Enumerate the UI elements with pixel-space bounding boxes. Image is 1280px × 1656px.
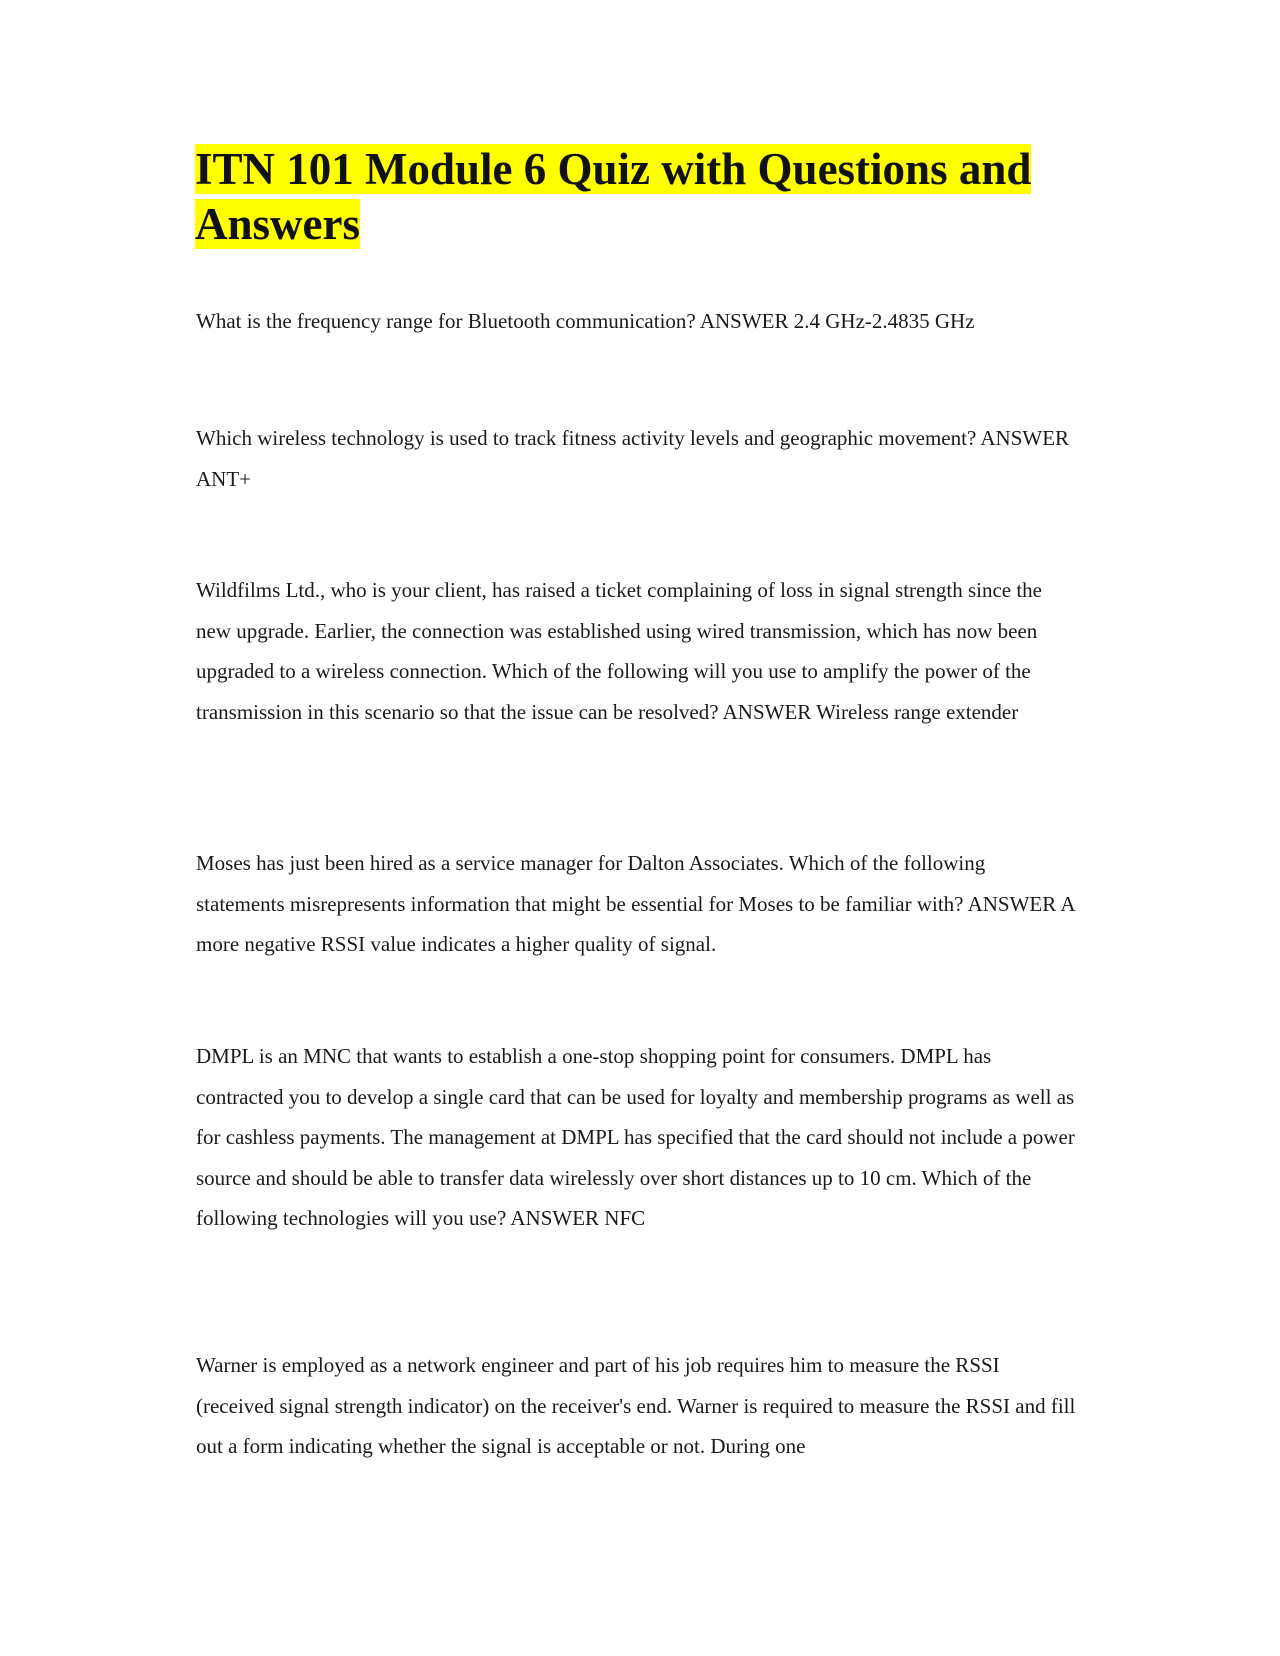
question-answer-5: DMPL is an MNC that wants to establish a one-stop shopping point for consumers. DMPL has contracted you to develop a single card that can be used for loyalty and membership programs as well as for cashless payments. The management at DMPL has specified that the card should not include a power source and should be able to transfer data wirelessly over short distances up to 10 cm. Which of the following technologies will you use? ANSWER NFC: [196, 1044, 1075, 1230]
question-answer-4: Moses has just been hired as a service manager for Dalton Associates. Which of the following statements misrepresents information that might be essential for Moses to be familiar with? ANSWER A more negative RSSI value indicates a higher quality of signal.: [196, 851, 1075, 956]
question-answer-3: Wildfilms Ltd., who is your client, has raised a ticket complaining of loss in signal strength since the new upgrade. Earlier, the connection was established using wired transmission, which has now been upgraded to a wireless connection. Which of the following will you use to amplify the power of the transmission in this scenario so that the issue can be resolved? ANSWER Wireless range extender: [196, 578, 1042, 724]
question-answer-6: Warner is employed as a network engineer and part of his job requires him to measure the RSSI (received signal strength indicator) on the receiver's end. Warner is required to measure the RSSI and fill out a form indicating whether the signal is acceptable or not. During one: [196, 1353, 1076, 1458]
question-answer-1: What is the frequency range for Bluetooth communication? ANSWER 2.4 GHz-2.4835 GHz: [196, 309, 975, 333]
page-title: [195, 142, 1075, 252]
title-highlight: ITN 101 Module 6 Quiz with Questions and Answers: [195, 144, 1032, 249]
question-answer-2: Which wireless technology is used to track fitness activity levels and geographic movement? ANSWER ANT+: [196, 426, 1070, 491]
